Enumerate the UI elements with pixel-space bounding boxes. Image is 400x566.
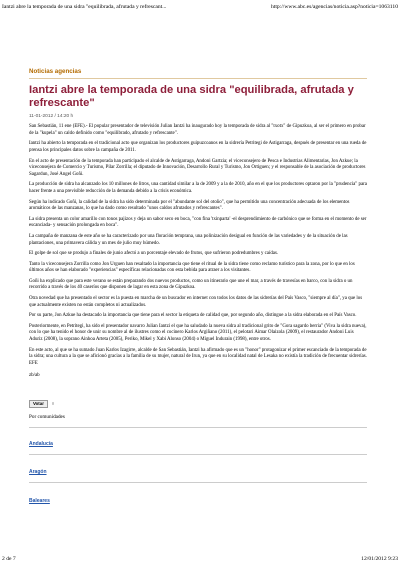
article-paragraph: Por su parte, Jon Azkue ha destacado la importancia que tiene para el sector la etiqueta de calidad que, por segundo año, distingue a la sidra elaborada en el País Vasco. [29, 313, 357, 319]
region-link-andalucia[interactable]: Andalucía [29, 440, 53, 447]
article-paragraph: La campaña de manzana de este año se ha caracterizado por una floración temprana, una polinización desigual en función de las variedades y de la situación de las plantaciones, una primavera cálida y un mes de julio muy húmedo. [29, 233, 348, 246]
article-paragraph: En este acto, al que se ha sumado Juan Karlos Izagirre, alcalde de San Sebastián, Iantzi ha afirmado que es un "honor" protagonizar el primer escanciado de la temporada de la sidra; una cultura a la que se aficionó gracias a la familia de su mujer, natural de Irun, ya que en su localidad natal de Lesaka no existía la tradición de frecuentar sidrerías. EFE [29, 347, 367, 366]
article-paragraph: Goñi ha explicado que para este verano se están preparando dos nuevos productos, como un itinerario que une el mar, a través de travesías en barco, con la sidra o un recorrido a través de los 40 caseríos que disponen de lagar en esta zona de Gipuzkoa. [29, 278, 353, 291]
article-paragraph: Posteriormente, en Petritegi, ha sido el presentador navarro Julian Iantzi el que ha saludado la nueva sidra al tradicional grito de "Gora sagardo berria" (Viva la sidra nueva), con lo que ha tenido el honor de unir su nombre al de ilustres como el cocinero Karlos Argiñano (2011), el pelotari Aimar Olaizola (2009), el restaurador Andoni Luis Aduriz (2008), la soprano Ainhoa Arteta (2005), Periko, Mikel y Xabi Alonso (2004) o Miguel Indurain (1998), entre otros. [29, 323, 367, 343]
section-divider [29, 78, 367, 79]
region-item [29, 460, 367, 483]
print-page-url: http://www.abc.es/agencias/noticia.asp?noticia=1063110 [270, 4, 398, 10]
vote-widget [29, 392, 367, 413]
article-paragraph: La producción de sidra ha alcanzado los 10 millones de litros, una cantidad similar a la de 2009 y a la de 2010, año en el que los productores optaron por la "prudencia" para hacer frente a una previsible reducción de la demanda debido a la crisis económica. [29, 182, 367, 194]
print-footer [2, 554, 398, 564]
article-paragraph: Según ha indicado Goñi, la calidad de la sidra ha sido determinada por el "abundante sol del otoño", que ha permitido una concentración adecuada de los elementos aromáticos de las manzanas, lo que ha dado como resultado "unos caldos afrutados y refrescantes". [29, 199, 350, 212]
comunidades-panel [29, 413, 367, 507]
article-body [29, 124, 367, 367]
article-paragraph: El golpe de sol que se produjo a finales de junio afectó a un porcentaje elevado de frutos, que sufrieron podredumbres y caídas. [29, 251, 279, 257]
article-timestamp: 11-01-2012 / 14:20 h [29, 114, 74, 120]
article-paragraph: La sidra presenta un color amarillo con tonos pajizos y deja un sabor seco en boca, "con fina 'txinparta' -el desprendimiento de carbónico que se forma en el momento de ser escanciada- y sensación prolongada en boca". [29, 216, 367, 229]
section-link[interactable]: Noticias agencias [29, 68, 82, 75]
region-link-aragon[interactable]: Aragón [29, 469, 47, 475]
print-page-title: Iantzi abre la temporada de una sidra "equilibrada, afrutada y refrescant... [2, 4, 167, 10]
vote-count: 0 [51, 401, 55, 406]
article-headline: Iantzi abre la temporada de una sidra "equilibrada, afrutada y refrescante" [29, 84, 354, 109]
vote-button[interactable]: Votar [29, 400, 48, 408]
comunidades-divider [29, 427, 367, 428]
region-item [29, 489, 367, 507]
article-paragraph: Iantzi ha abierto la temporada en el tradicional acto que organizan los productores guipuzcoanos en la sidrería Petritegi de Astigarraga, después de presentar en una rueda de prensa los principales datos sobre la campaña de 2011. [29, 141, 367, 153]
article-paragraph: En el acto de presentación de la temporada han participado el alcalde de Astigarraga, Andoni Gartzia; el viceconsejero de Pesca e Industrias Alimentarias, Jon Azkue; la viceconsejera de Comercio y Turismo, Pilar Zorrilla; el diputado de Innovación, Desarrollo Rural y Turismo, Jon Ortiguen; y el responsable de la asociación de productores Sagardun, José Angel Goñi. [29, 158, 366, 177]
region-item [29, 432, 367, 455]
print-header [2, 2, 398, 12]
print-datetime: 12/01/2012 9:23 [361, 556, 398, 562]
article-paragraph: Tanto la viceconsejera Zorrilla como Jon Urguen han resaltado la importancia que tiene el ritual de la sidra tiene como reclamo turístico para la zona, por lo que en los últimos años se han elaborado "experiencias" específicas relacionadas con esta bebida para atraer a los visitantes. [29, 261, 355, 274]
article-paragraph: Otra novedad que ha presentado el sector es la puesta en marcha de un buscador en internet con todos los datos de las sidrerías del País Vasco, "siempre al día", ya que los que actualmente existen no están completos ni actualizados. [29, 296, 363, 308]
print-page-number: 2 de 7 [2, 556, 16, 562]
region-divider [29, 454, 367, 455]
article-container [29, 60, 367, 513]
region-link-baleares[interactable]: Baleares [29, 497, 50, 504]
comunidades-title: Por comunidades [29, 414, 65, 420]
article-paragraph: San Sebastián, 11 ene (EFE).- El popular presentador de televisión Julian Iantzi ha inaugurado hoy la temporada de sidra al "txotx" de Gipuzkoa, al ser el primero en probar de la "kupela" un caldo definido como "equilibrado, afrutado y refrescante". [29, 124, 366, 136]
region-divider [29, 482, 367, 483]
article-signoff: zb/ab [29, 373, 40, 379]
